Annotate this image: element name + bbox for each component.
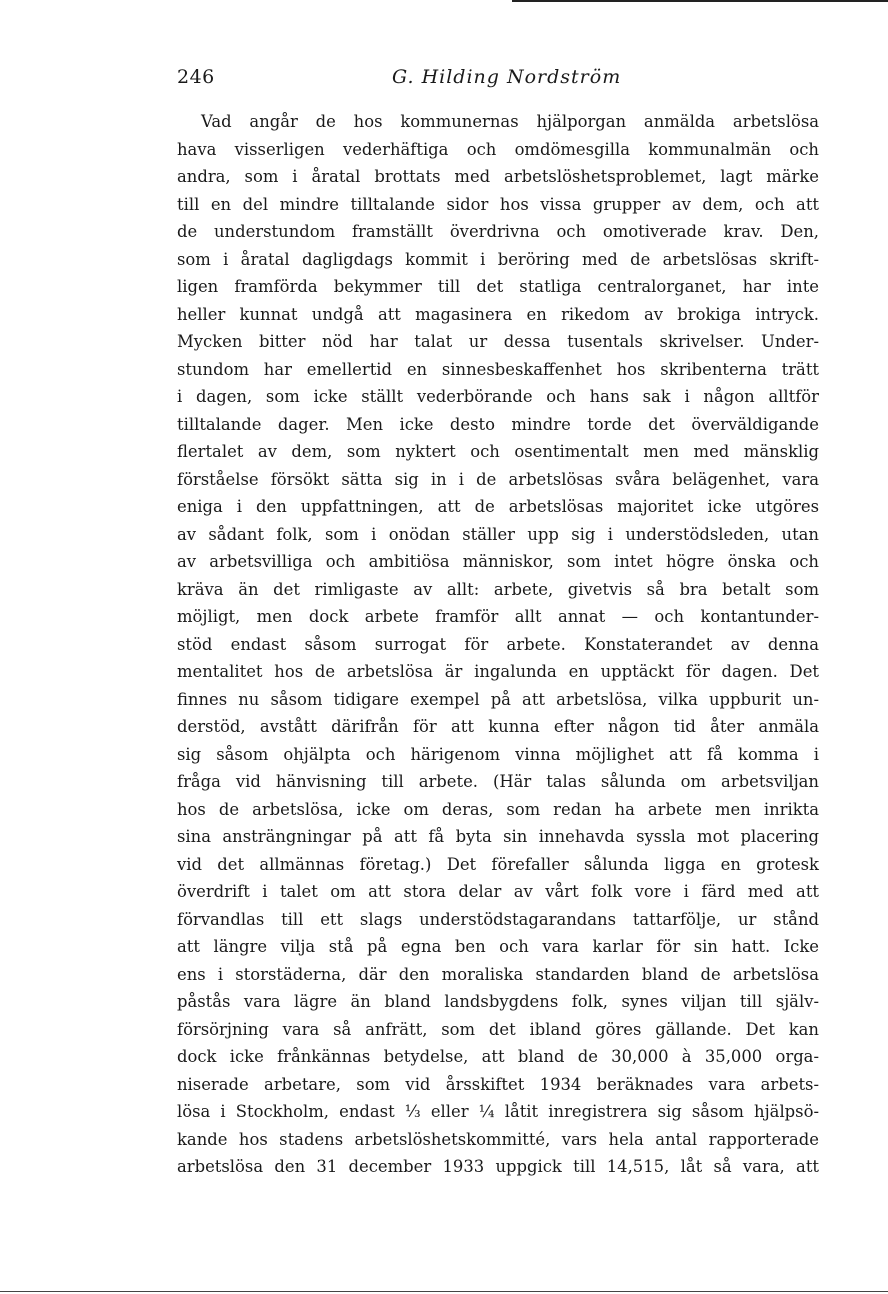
text-line: andra, som i åratal brottats med arbetslöshetsproblemet, lagt märke bbox=[177, 167, 819, 186]
text-line: flertalet av dem, som nyktert och osentimentalt men med mänsklig bbox=[177, 442, 819, 461]
text-line: dock icke frånkännas betydelse, att bland de 30,000 à 35,000 orga- bbox=[177, 1047, 819, 1066]
text-line: av arbetsvilliga och ambitiösa människor, som intet högre önska och bbox=[177, 552, 819, 571]
text-line: sina ansträngningar på att få byta sin innehavda syssla mot placering bbox=[177, 827, 819, 846]
text-line: stöd endast såsom surrogat för arbete. Konstaterandet av denna bbox=[177, 634, 819, 654]
text-line: ens i storstäderna, där den moraliska standarden bland de arbetslösa bbox=[177, 964, 819, 984]
body-paragraph bbox=[177, 108, 819, 1181]
text-line: i dagen, som icke ställt vederbörande och hans sak i någon alltför bbox=[177, 387, 819, 406]
text-line: möjligt, men dock arbete framför allt annat — och kontantunder- bbox=[177, 607, 819, 626]
text-line: hos de arbetslösa, icke om deras, som redan ha arbete men inrikta bbox=[177, 799, 819, 819]
text-line: överdrift i talet om att stora delar av vårt folk vore i färd med att bbox=[177, 882, 819, 901]
text-line: tilltalande dager. Men icke desto mindre torde det överväldigande bbox=[177, 414, 819, 434]
text-line: Vad angår de hos kommunernas hjälporgan anmälda arbetslösa bbox=[201, 112, 819, 131]
text-line: niserade arbetare, som vid årsskiftet 1934 beräknades vara arbets- bbox=[177, 1074, 819, 1094]
text-line: att längre vilja stå på egna ben och vara karlar för sin hatt. Icke bbox=[177, 937, 819, 956]
text-line: arbetslösa den 31 december 1933 uppgick till 14,515, låt så vara, att bbox=[177, 1157, 819, 1176]
text-line: förståelse försökt sätta sig in i de arbetslösas svåra belägenhet, vara bbox=[177, 469, 819, 489]
text-line: hava visserligen vederhäftiga och omdömesgilla kommunalmän och bbox=[177, 139, 819, 159]
text-line: kande hos stadens arbetslöshetskommitté, vars hela antal rapporterade bbox=[177, 1129, 819, 1149]
text-line: till en del mindre tilltalande sidor hos vissa grupper av dem, och att bbox=[177, 194, 819, 214]
running-head-author: G. Hilding Nordström bbox=[392, 66, 622, 88]
text-line: fråga vid hänvisning till arbete. (Här talas sålunda om arbetsviljan bbox=[177, 772, 819, 791]
text-line: påstås vara lägre än bland landsbygdens folk, synes viljan till själv- bbox=[177, 992, 819, 1011]
text-line: de understundom framställt överdrivna och omotiverade krav. Den, bbox=[177, 222, 819, 241]
text-line: sig såsom ohjälpta och härigenom vinna möjlighet att få komma i bbox=[177, 744, 819, 764]
text-line: Mycken bitter nöd har talat ur dessa tusentals skrivelser. Under- bbox=[177, 332, 819, 351]
text-line: mentalitet hos de arbetslösa är ingalunda en upptäckt för dagen. Det bbox=[177, 662, 819, 681]
text-line: lösa i Stockholm, endast ⅓ eller ¼ låtit inregistrera sig såsom hjälpsö- bbox=[177, 1102, 819, 1121]
text-line: försörjning vara så anfrätt, som det ibland göres gällande. Det kan bbox=[177, 1019, 819, 1039]
page-number: 246 bbox=[177, 66, 215, 88]
top-edge-rule bbox=[512, 0, 888, 2]
text-line: heller kunnat undgå att magasinera en rikedom av brokiga intryck. bbox=[177, 304, 819, 324]
text-line: förvandlas till ett slags understödstagarandans tattarfölje, ur stånd bbox=[177, 909, 819, 929]
text-line: som i åratal dagligdags kommit i beröring med de arbetslösas skrift- bbox=[177, 249, 819, 269]
text-line: eniga i den uppfattningen, att de arbetslösas majoritet icke utgöres bbox=[177, 497, 819, 516]
text-line: av sådant folk, som i onödan ställer upp sig i understödsleden, utan bbox=[177, 524, 819, 544]
text-line: derstöd, avstått därifrån för att kunna efter någon tid åter anmäla bbox=[177, 717, 819, 736]
text-line: vid det allmännas företag.) Det förefaller sålunda ligga en grotesk bbox=[177, 854, 819, 874]
text-line: finnes nu såsom tidigare exempel på att arbetslösa, vilka uppburit un- bbox=[177, 689, 819, 709]
text-line: kräva än det rimligaste av allt: arbete, givetvis så bra betalt som bbox=[177, 579, 819, 599]
text-line: stundom har emellertid en sinnesbeskaffenhet hos skribenterna trätt bbox=[177, 359, 819, 379]
text-line: ligen framförda bekymmer till det statliga centralorganet, har inte bbox=[177, 277, 819, 296]
bottom-edge-rule bbox=[0, 1291, 888, 1292]
